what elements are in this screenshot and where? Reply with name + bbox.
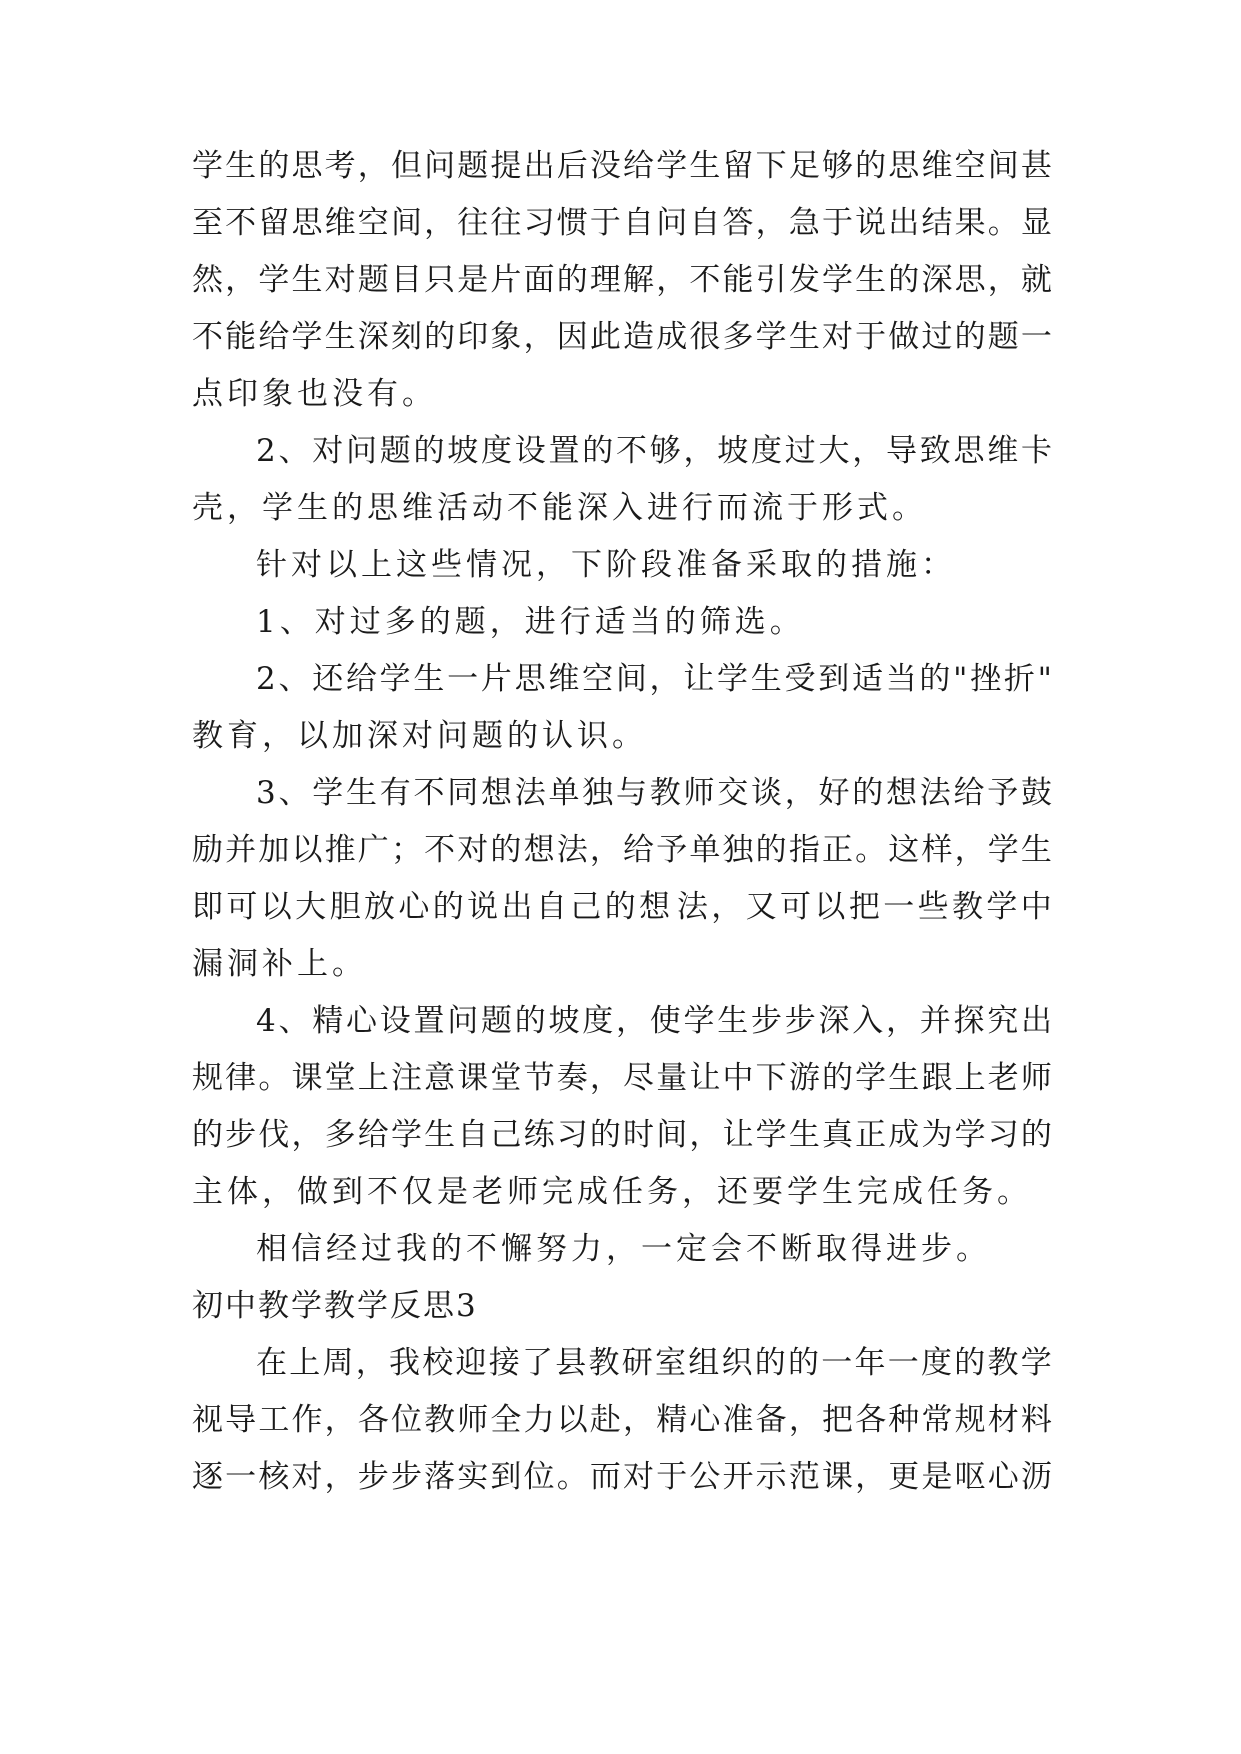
document-page [192,138,1052,1506]
paragraph-line: 至 不 留 思 维 空 间 ， 往 往 习 惯 于 自 问 自 答 ， 急 于 说 出 结 果 。 显 [192,205,1052,241]
paragraph-line: 不 能 给 学 生 深 刻 的 印 象 ， 因 此 造 成 很 多 学 生 对 于 做 过 的 题 一 [192,319,1052,355]
paragraph-line: 即 可 以 大 胆 放 心 的 说 出 自 己 的 想 法 ， 又 可 以 把 一 些 教 学 中 [192,889,1052,925]
paragraph-line: 3 、 学 生 有 不 同 想 法 单 独 与 教 师 交 谈 ， 好 的 想 法 给 予 鼓 [256,775,1052,811]
paragraph-line: 教育，以加深对问题的认识。 [192,718,647,754]
paragraph-line: 的 步 伐 ， 多 给 学 生 自 己 练 习 的 时 间 ， 让 学 生 真 正 成 为 学 习 的 [192,1117,1052,1153]
paragraph-line: 1、对过多的题，进行适当的筛选。 [256,604,805,640]
paragraph-line: 针对以上这些情况，下阶段准备采取的措施： [256,547,956,583]
paragraph-line: 点印象也没有。 [192,376,437,412]
paragraph-line: 壳，学生的思维活动不能深入进行而流于形式。 [192,490,927,526]
paragraph-line: 在 上 周 ， 我 校 迎 接 了 县 教 研 室 组 织 的 的 一 年 一 度 的 教 学 [256,1345,1052,1381]
paragraph-line: 规 律 。 课 堂 上 注 意 课 堂 节 奏 ， 尽 量 让 中 下 游 的 学 生 跟 上 老 师 [192,1060,1052,1096]
paragraph-line: 逐 一 核 对 ， 步 步 落 实 到 位 。 而 对 于 公 开 示 范 课 ， 更 是 呕 心 沥 [192,1459,1052,1495]
paragraph-line: 然 ， 学 生 对 题 目 只 是 片 面 的 理 解 ， 不 能 引 发 学 生 的 深 思 ， 就 [192,262,1052,298]
paragraph-line: 漏洞补上。 [192,946,367,982]
paragraph-line: 4 、 精 心 设 置 问 题 的 坡 度 ， 使 学 生 步 步 深 入 ， 并 探 究 出 [256,1003,1052,1039]
paragraph-line: 励 并 加 以 推 广 ； 不 对 的 想 法 ， 给 予 单 独 的 指 正 。 这 样 ， 学 生 [192,832,1052,868]
paragraph-line: 主体，做到不仅是老师完成任务，还要学生完成任务。 [192,1174,1032,1210]
paragraph-line: 2 、 还 给 学 生 一 片 思 维 空 间 ， 让 学 生 受 到 适 当 的 " 挫 折 " [256,661,1052,697]
section-heading: 初中教学教学反思3 [192,1288,478,1324]
paragraph-line: 2 、 对 问 题 的 坡 度 设 置 的 不 够 ， 坡 度 过 大 ， 导 致 思 维 卡 [256,433,1052,469]
paragraph-line: 学 生 的 思 考 ， 但 问 题 提 出 后 没 给 学 生 留 下 足 够 的 思 维 空 间 甚 [192,148,1052,184]
paragraph-line: 视 导 工 作 ， 各 位 教 师 全 力 以 赴 ， 精 心 准 备 ， 把 各 种 常 规 材 料 [192,1402,1052,1438]
paragraph-line: 相信经过我的不懈努力，一定会不断取得进步。 [256,1231,991,1267]
